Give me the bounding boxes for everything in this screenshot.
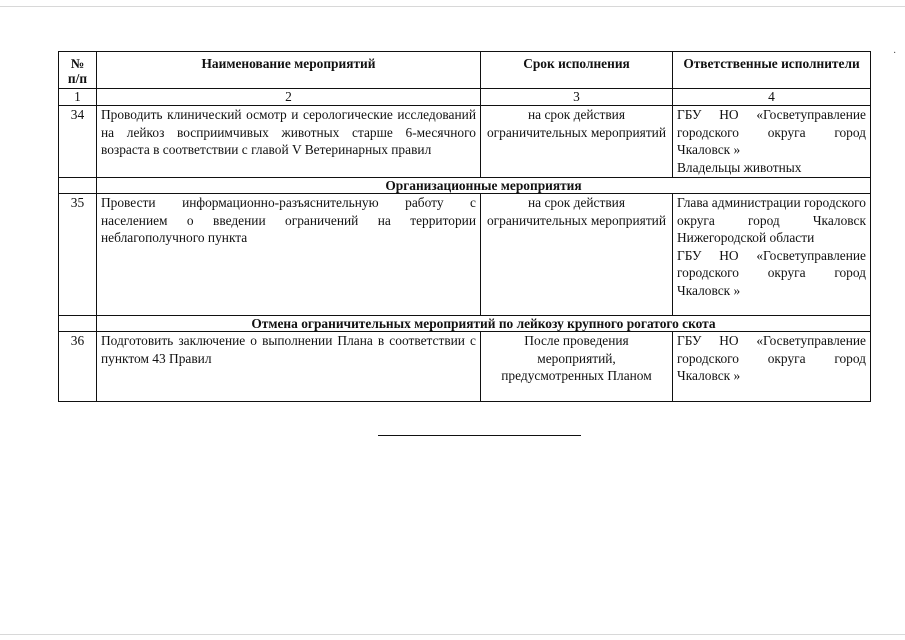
row-term: После проведения мероприятий, предусмотренных Планом bbox=[481, 332, 673, 402]
row-responsible: ГБУ НО «Госветуправление городского округа город Чкаловск » Владельцы животных bbox=[673, 106, 871, 178]
scan-top-edge bbox=[0, 6, 905, 7]
header-term: Срок исполнения bbox=[481, 52, 673, 89]
row-number: 35 bbox=[59, 194, 97, 316]
row-activity: Провести информационно-разъяснительную работу с населением о введении ограничений на территории неблагополучного пункта bbox=[97, 194, 481, 316]
header-num: № п/п bbox=[59, 52, 97, 89]
scan-speck: · bbox=[893, 48, 897, 59]
column-number: 3 bbox=[481, 89, 673, 106]
row-term: на срок действия ограничительных мероприятий bbox=[481, 194, 673, 316]
header-name: Наименование мероприятий bbox=[97, 52, 481, 89]
section-title: Отмена ограничительных мероприятий по лейкозу крупного рогатого скота bbox=[97, 316, 871, 332]
row-responsible: Глава администрации городского округа город Чкаловск Нижегородской области ГБУ НО «Госветуправление городского округа город Чкаловск » bbox=[673, 194, 871, 316]
row-responsible: ГБУ НО «Госветуправление городского округа город Чкаловск » bbox=[673, 332, 871, 402]
end-of-document-rule bbox=[378, 435, 581, 436]
table-row bbox=[59, 194, 871, 316]
column-number-row bbox=[59, 89, 871, 106]
row-activity: Проводить клинический осмотр и серологические исследований на лейкоз восприимчивых животных старше 6-месячного возраста в соответствии с главой V Ветеринарных правил bbox=[97, 106, 481, 178]
section-title: Организационные мероприятия bbox=[97, 178, 871, 194]
section-row bbox=[59, 178, 871, 194]
row-number: 34 bbox=[59, 106, 97, 178]
header-responsible: Ответственные исполнители bbox=[673, 52, 871, 89]
plan-table bbox=[58, 51, 871, 402]
section-spacer bbox=[59, 178, 97, 194]
column-number: 1 bbox=[59, 89, 97, 106]
row-activity: Подготовить заключение о выполнении Плана в соответствии с пунктом 43 Правил bbox=[97, 332, 481, 402]
table-row bbox=[59, 332, 871, 402]
section-row bbox=[59, 316, 871, 332]
column-number: 2 bbox=[97, 89, 481, 106]
section-spacer bbox=[59, 316, 97, 332]
table-row bbox=[59, 106, 871, 178]
row-term: на срок действия ограничительных мероприятий bbox=[481, 106, 673, 178]
table-header-row bbox=[59, 52, 871, 89]
column-number: 4 bbox=[673, 89, 871, 106]
scan-bottom-edge bbox=[0, 634, 905, 635]
row-number: 36 bbox=[59, 332, 97, 402]
